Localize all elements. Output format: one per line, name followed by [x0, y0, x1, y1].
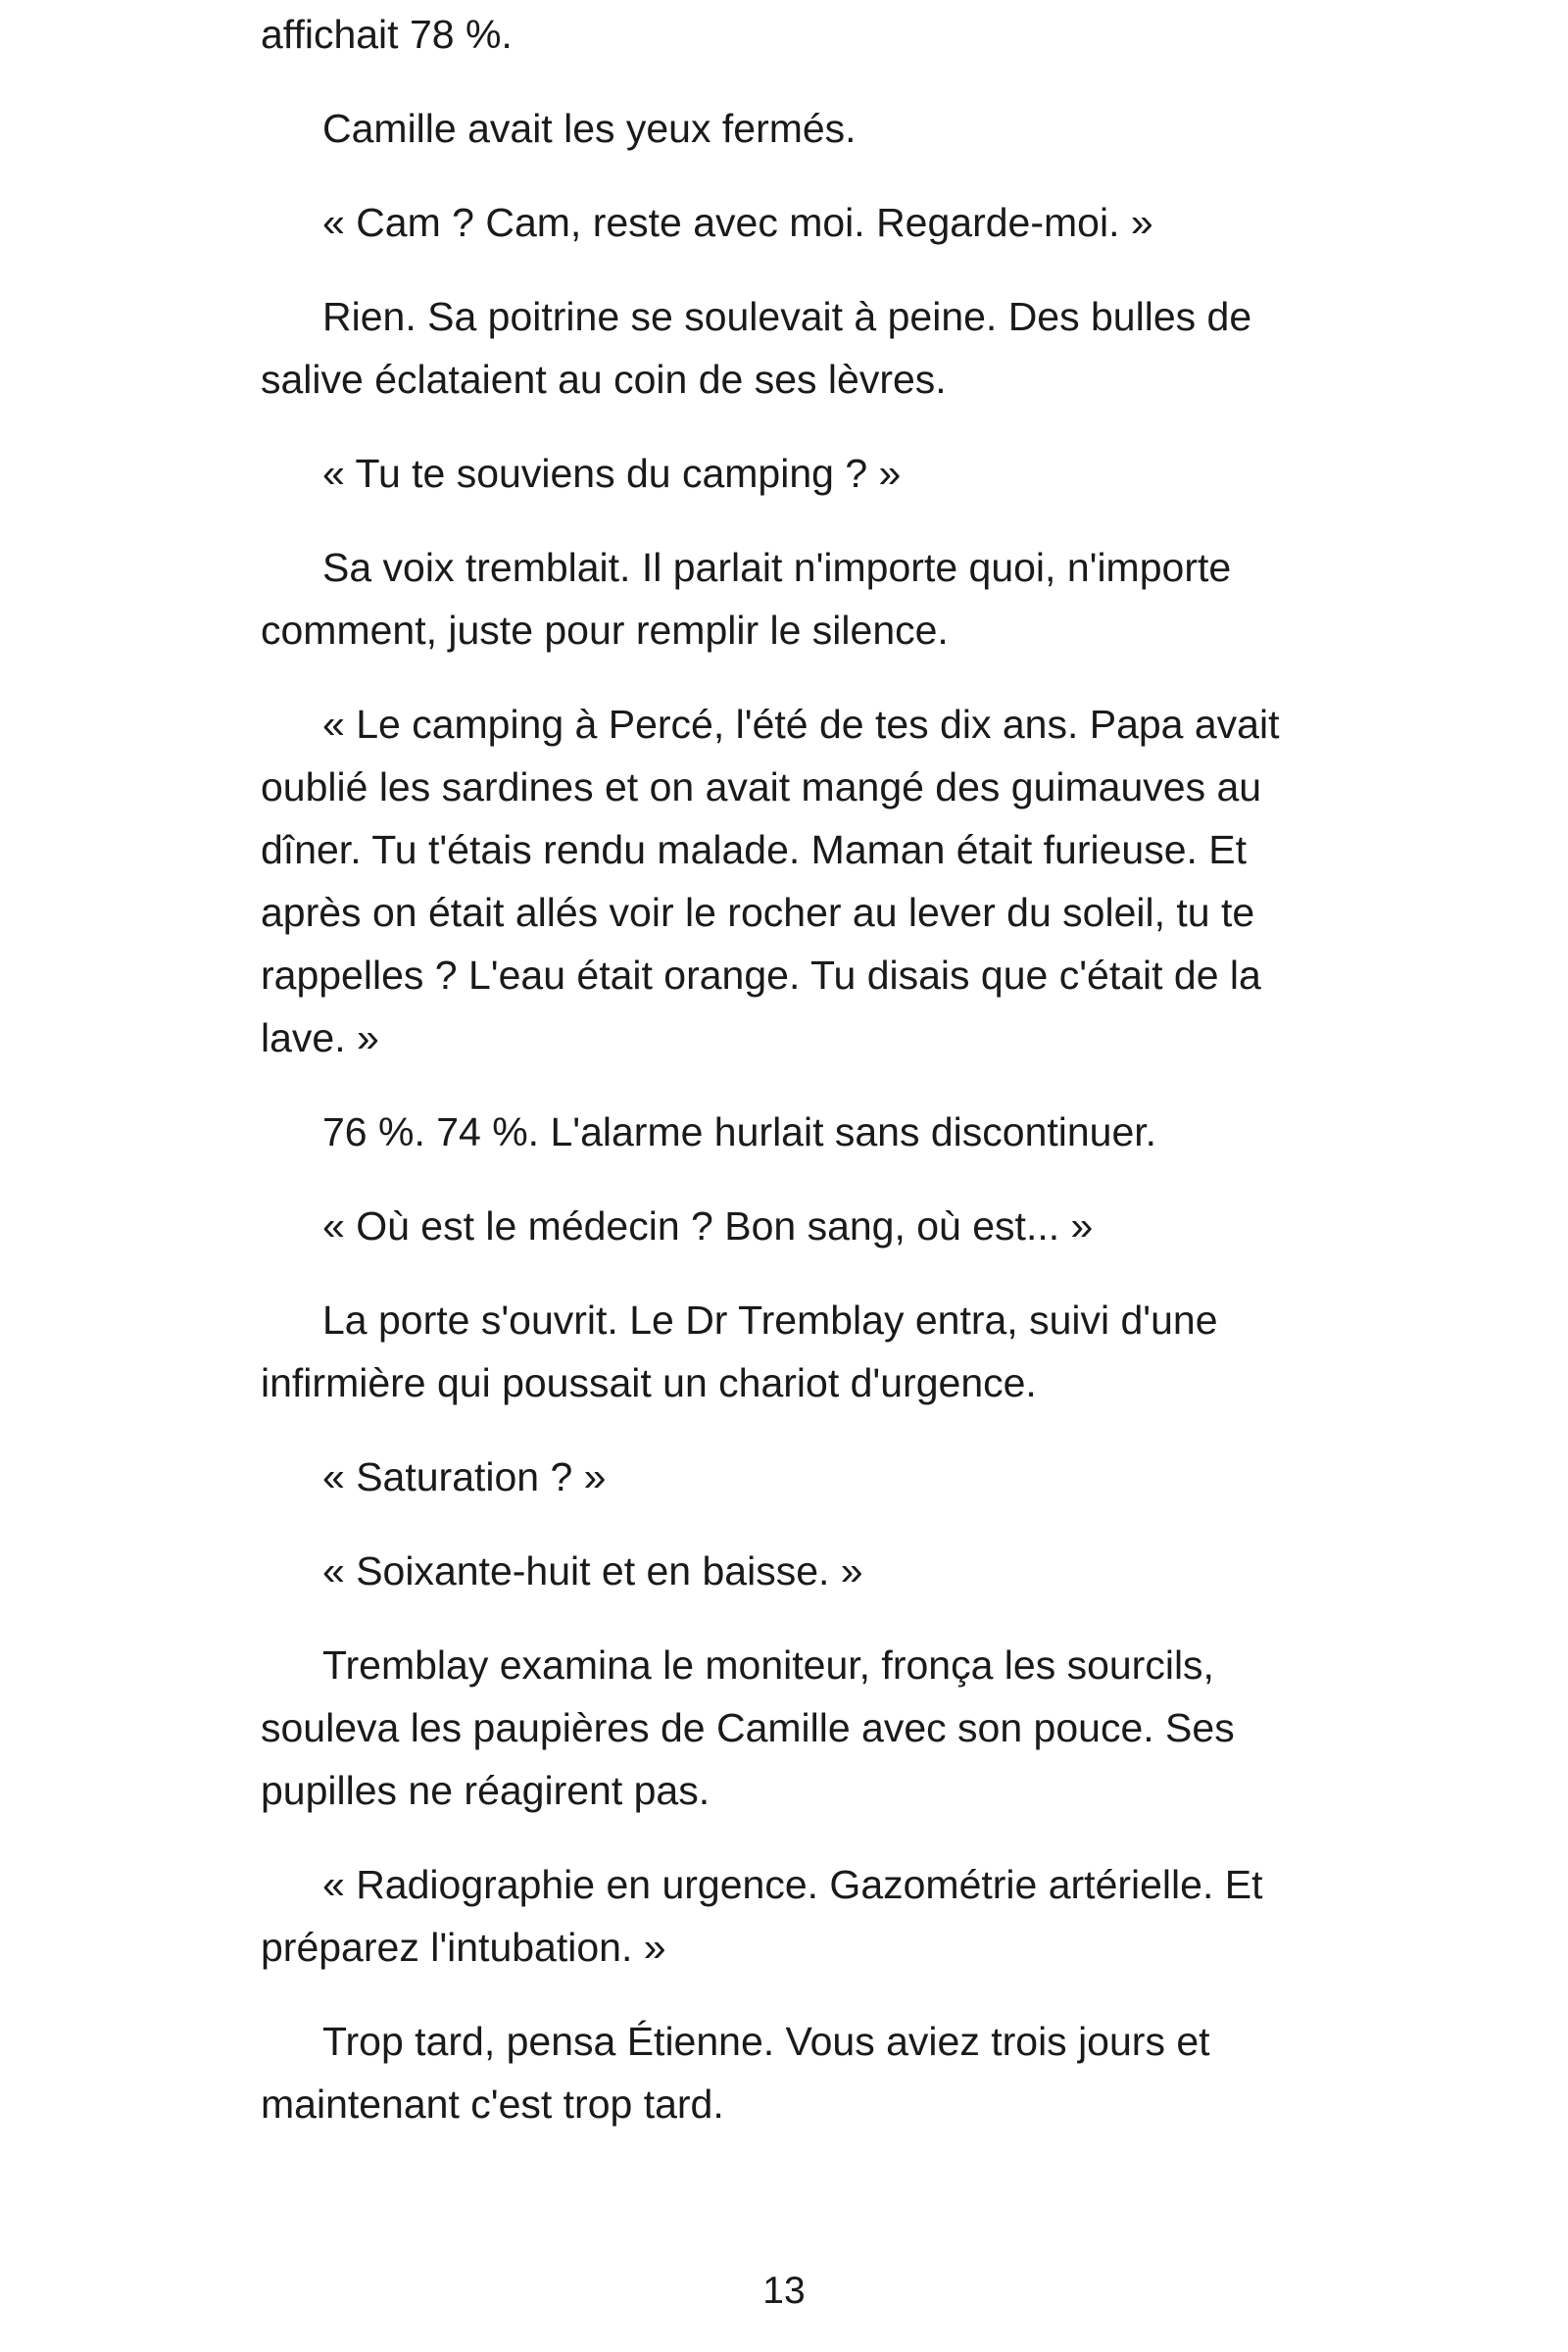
paragraph-dialogue: « Soixante-huit et en baisse. »: [322, 1548, 863, 1593]
paragraph: 76 %. 74 %. L'alarme hurlait sans discontinuer.: [322, 1109, 1157, 1154]
paragraph-dialogue: « Cam ? Cam, reste avec moi. Regarde-moi. »: [322, 200, 1153, 245]
paragraph-continuation: affichait 78 %.: [261, 12, 513, 57]
paragraph-dialogue: « Saturation ? »: [322, 1454, 607, 1499]
page-number: 13: [762, 2270, 806, 2312]
paragraph-dialogue: « Où est le médecin ? Bon sang, où est... »: [322, 1203, 1094, 1249]
paragraph-dialogue: « Radiographie en urgence. Gazométrie artérielle. Et préparez l'intubation. »: [261, 1862, 1263, 1970]
paragraph: La porte s'ouvrit. Le Dr Tremblay entra, suivi d'une infirmière qui poussait un chariot d'urgence.: [261, 1298, 1218, 1405]
paragraph-dialogue: « Tu te souviens du camping ? »: [322, 451, 902, 496]
paragraph: Camille avait les yeux fermés.: [322, 106, 857, 151]
paragraph: Rien. Sa poitrine se soulevait à peine. Des bulles de salive éclataient au coin de ses lèvres.: [261, 294, 1252, 402]
paragraph: Tremblay examina le moniteur, fronça les sourcils, souleva les paupières de Camille avec son pouce. Ses pupilles ne réagirent pas.: [261, 1642, 1235, 1813]
paragraph-dialogue: « Le camping à Percé, l'été de tes dix ans. Papa avait oublié les sardines et on avait mangé des guimauves au dîner. Tu t'étais rendu malade. Maman était furieuse. Et après on était allés voir le rocher au lever du soleil, tu te rappelles ? L'eau était orange. Tu disais que c'était de la lave. »: [261, 702, 1280, 1060]
paragraph: Sa voix tremblait. Il parlait n'importe quoi, n'importe comment, juste pour remplir le silence.: [261, 545, 1232, 653]
paragraph: Trop tard, pensa Étienne. Vous aviez trois jours et maintenant c'est trop tard.: [261, 2019, 1210, 2127]
body-text: [261, 0, 1309, 2167]
